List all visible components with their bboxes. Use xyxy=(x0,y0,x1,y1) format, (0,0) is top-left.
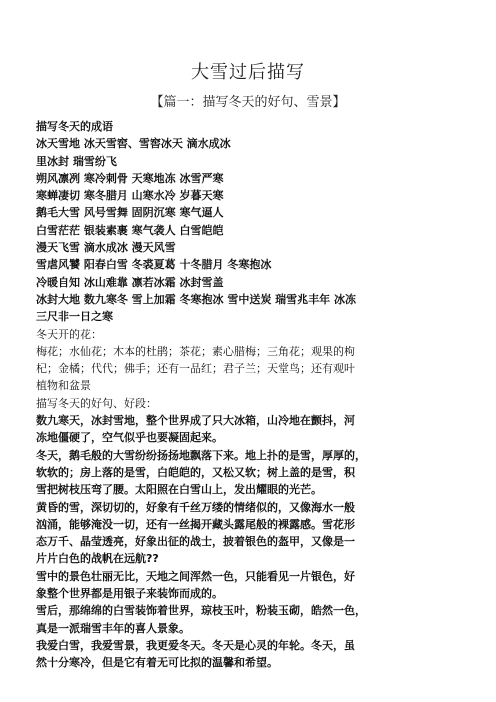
text-line: 冷暖自知 冰山难靠 凛若冰霜 冰封雪盖 xyxy=(36,275,224,289)
text-line: 然十分寒冷，但是它有着无可比拟的温馨和希望。 xyxy=(36,656,278,670)
text-line: 鹅毛大雪 风号雪舞 固阴沉寒 寒气逼人 xyxy=(36,206,224,220)
text-line: 软软的；房上落的是雪，白皑皑的，又松又软；树上盖的是雪，积 xyxy=(36,465,355,479)
text-line: 植物和盆景 xyxy=(36,379,91,393)
text-line: 数九寒天，冰封雪地，整个世界成了只大冰箱，山冷地在颤抖，河 xyxy=(36,414,355,428)
text-line: 漫天飞雪 滴水成冰 漫天风雪 xyxy=(36,241,176,255)
text-line: 我爱白雪，我爱雪景，我更爱冬天。冬天是心灵的年轮。冬天，虽 xyxy=(36,638,355,652)
text-line: 雪虐风饕 阳春白雪 冬裘夏葛 十冬腊月 冬寒抱冰 xyxy=(36,258,272,272)
text-line: 里冰封 瑞雪纷飞 xyxy=(36,154,117,168)
text-line: 黄昏的雪，深切切的，好象有千丝万缕的情绪似的，又像海水一般 xyxy=(36,500,355,514)
text-line: 白雪茫茫 银装素裹 寒气袭人 白雪皑皑 xyxy=(36,223,224,237)
text-line: 象整个世界都是用银子来装饰而成的。 xyxy=(36,587,223,601)
text-line: 朔风凛冽 寒冷刺骨 天寒地冻 冰雪严寒 xyxy=(36,171,224,185)
text-line: 冻地僵硬了，空气似乎也要凝固起来。 xyxy=(36,431,223,445)
text-line: 片片白色的战帆在远航?? xyxy=(36,552,159,566)
text-line: 态万千、晶莹透亮，好象出征的战士，披着银色的盔甲，又像是一 xyxy=(36,535,355,549)
text-line: 冬天，鹅毛般的大雪纷纷扬扬地飘落下来。地上扑的是雪，厚厚的， xyxy=(36,448,366,462)
text-line: 三尺非一日之寒 xyxy=(36,310,113,324)
text-line: 雪后，那绵绵的白雪装饰着世界，琼枝玉叶，粉装玉砌，皓然一色， xyxy=(36,604,366,618)
text-line: 汹涌，能够淹没一切，还有一丝揭开藏头露尾般的裸露感。雪花形 xyxy=(36,517,355,531)
text-line: 雪中的景色壮丽无比，天地之间浑然一色，只能看见一片银色，好 xyxy=(36,569,355,583)
text-line: 真是一派瑞雪丰年的喜人景象。 xyxy=(36,621,190,635)
text-line: 杞；金橘；代代；佛手；还有一品红；君子兰；天堂鸟；还有观叶 xyxy=(36,362,355,376)
document-subtitle: 【篇一：描写冬天的好句、雪景】 xyxy=(150,95,346,110)
text-line: 寒蝉凄切 寒冬腊月 山寒水冷 岁暮天寒 xyxy=(36,189,224,203)
document-title: 大雪过后描写 xyxy=(191,62,305,83)
text-line: 冰天雪地 冰天雪窖、雪窖冰天 滴水成冰 xyxy=(36,137,231,151)
text-line: 描写冬天的成语 xyxy=(36,120,113,133)
text-line: 冰封大地 数九寒冬 雪上加霜 冬寒抱冰 雪中送炭 瑞雪兆丰年 冰冻 xyxy=(36,292,356,306)
text-line: 冬天开的花： xyxy=(36,327,102,341)
document-body xyxy=(36,118,464,672)
text-line: 梅花；水仙花；木本的杜鹃；茶花；素心腊梅；三角花；观果的枸 xyxy=(36,344,355,358)
text-line: 描写冬天的好句、好段： xyxy=(36,396,157,410)
text-line: 雪把树枝压弯了腰。太阳照在白雪山上，发出耀眼的光芒。 xyxy=(36,483,322,497)
